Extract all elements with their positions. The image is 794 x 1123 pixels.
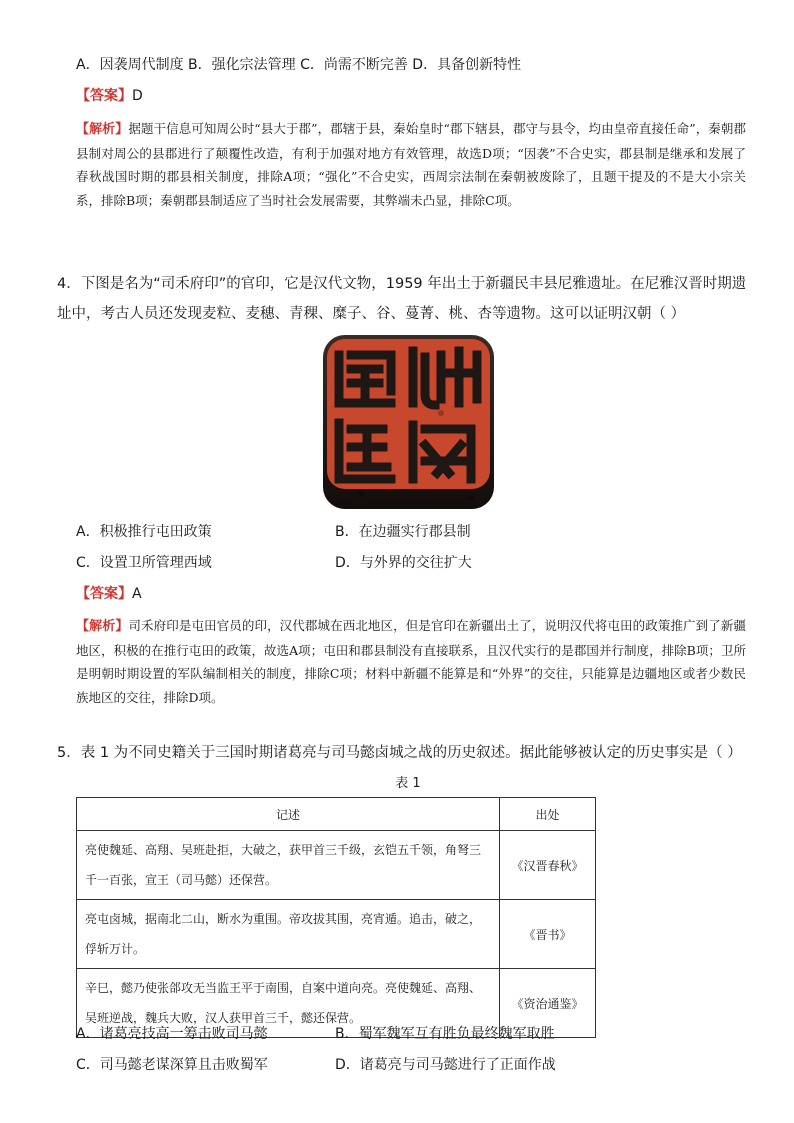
record-cell: 亮使魏延、高翔、吴班赴拒，大破之，获甲首三千级，玄铠五千领，角弩三千一百张，宣王（司马懿）还保营。 <box>77 831 500 900</box>
source-cell: 《汉晋春秋》 <box>500 831 596 900</box>
answer-value: A <box>132 586 142 602</box>
q5-option-b[interactable]: B．蜀军魏军互有胜负最终魏军取胜 <box>335 1026 555 1042</box>
table-row <box>77 831 596 900</box>
explain-tag: 【解析】 <box>76 122 129 137</box>
header-source: 出处 <box>500 798 596 831</box>
record-cell: 辛巳，懿乃使张郃攻无当监王平于南围，自案中道向亮。亮使魏延、高翔、吴班逆战，魏兵大败，汉人获甲首三千，懿还保营。 <box>77 969 500 1038</box>
q4-option-a[interactable]: A．积极推行屯田政策 <box>76 524 212 540</box>
explain-text: 据题干信息可知周公时“县大于郡”，郡辖于县，秦始皇时“郡下辖县，郡守与县令，均由皇帝直接任命”，秦朝郡县制对周公的县郡进行了颠覆性改造，有利于加强对地方有效管理，故选D项；“因袭”不合史实，郡县制是继承和发展了春秋战国时期的郡县相关制度，排除A项；“强化”不合史实，西周宗法制在秦朝被废除了，且题干提及的不是大小宗关系，排除B项；秦朝郡县制适应了当时社会发展需要，其弊端未凸显，排除C项。 <box>76 121 746 208</box>
q5-stem: 5．表 1 为不同史籍关于三国时期诸葛亮与司马懿卤城之战的历史叙述。据此能够被认定的历史事实是（ ） <box>57 745 742 761</box>
explain-text: 司禾府印是屯田官员的印，汉代郡城在西北地区，但是官印在新疆出土了，说明汉代将屯田的政策推广到了新疆地区，积极的在推行屯田的政策，故选A项；屯田和郡县制没有直接联系，且汉代实行的是郡国并行制度，排除B项；卫所是明朝时期设置的军队编制相关的制度，排除C项；材料中新疆不能算是和“外界”的交往，只能算是边疆地区或者少数民族地区的交往，排除D项。 <box>76 618 746 705</box>
source-cell: 《资治通鉴》 <box>500 969 596 1038</box>
answer-tag: 【答案】 <box>76 586 132 602</box>
source-cell: 《晋书》 <box>500 900 596 969</box>
record-cell: 亮屯卤城，据南北二山，断水为重围。帝攻拔其围，亮宵遁。追击，破之，俘斩万计。 <box>77 900 500 969</box>
answer-value: D <box>132 88 143 104</box>
header-record: 记述 <box>77 798 500 831</box>
q5-option-a[interactable]: A．诸葛亮技高一筹击败司马懿 <box>76 1026 268 1042</box>
q5-option-d[interactable]: D．诸葛亮与司马懿进行了正面作战 <box>335 1057 556 1073</box>
q3-explanation <box>76 117 746 212</box>
answer-tag: 【答案】 <box>76 88 132 104</box>
q3-options: A．因袭周代制度 B．强化宗法管理 C．尚需不断完善 D．具备创新特性 <box>76 57 522 73</box>
q4-option-b[interactable]: B．在边疆实行郡县制 <box>335 524 471 540</box>
table-caption: 表 1 <box>395 776 421 791</box>
explain-tag: 【解析】 <box>76 619 129 634</box>
history-table <box>76 797 596 1038</box>
seal-image <box>321 333 496 511</box>
table-header-row <box>77 798 596 831</box>
q4-stem: 4．下图是名为“司禾府印”的官印，它是汉代文物，1959 年出土于新疆民丰县尼雅遗址。在尼雅汉晋时期遗址中，考古人员还发现麦粒、麦穗、青稞、糜子、谷、蔓菁、桃、杏等遗物。这可以证明汉朝（ ） <box>57 276 747 322</box>
q4-explanation <box>76 614 746 709</box>
q3-answer <box>76 86 143 106</box>
table-row <box>77 900 596 969</box>
q4-answer <box>76 584 142 604</box>
seal-photo-icon <box>321 333 496 511</box>
q4-option-c[interactable]: C．设置卫所管理西域 <box>76 555 212 571</box>
q4-option-d[interactable]: D．与外界的交往扩大 <box>335 555 472 571</box>
q5-option-c[interactable]: C．司马懿老谋深算且击败蜀军 <box>76 1057 268 1073</box>
